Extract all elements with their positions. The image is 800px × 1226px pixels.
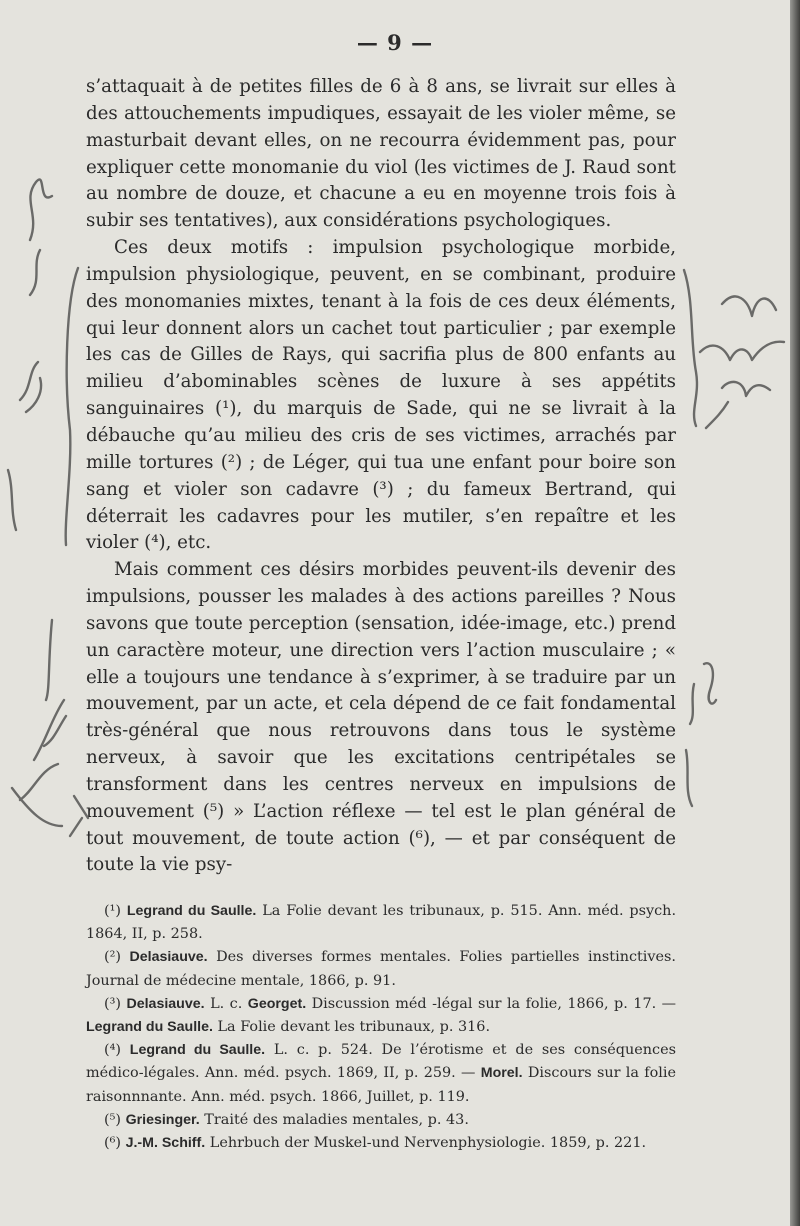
footnote-author: Georget. xyxy=(247,995,307,1012)
margin-bracket-lower xyxy=(46,620,52,700)
footnote-author: Legrand du Saulle. xyxy=(86,1019,213,1036)
footnote-text: La Folie devant les tribunaux, p. 515. Ann. méd. psych. 1864, II, p. 258. xyxy=(86,903,677,943)
margin-scribble-right-3 xyxy=(706,382,770,428)
footnote-author: Legrand du Saulle. xyxy=(129,1042,266,1059)
footnote-text: Lehrbuch der Muskel-und Nervenphysiologie. 1859, p. 221. xyxy=(209,1135,647,1152)
footnote-author: J.-M. Schiff. xyxy=(125,1135,206,1152)
footnote-text: La Folie devant les tribunaux, p. 316. xyxy=(217,1019,491,1036)
paragraph-2: Ces deux motifs : impulsion psychologique morbide, impulsion physiologique, peuvent, en se combinant, produire des monomanies mixtes, tenant à la fois de ces deux éléments, qui leur donnent alors un cachet tout particulier ; par exemple les cas de Gilles de Rays, qui sacrifia plus de 800 enfants au milieu d’abominables scènes de luxure à ses appétits sanguinaires (¹), du marquis de Sade, qui ne se livrait à la débauche qu’au milieu des cris de ses victimes, arrachés par mille tortures (²) ; de Léger, qui tua une enfant pour boire son sang et violer son cadavre (³) ; du fameux Bertrand, qui déterrait les cadavres pour les mutiler, s’en repaître et les violer (⁴), etc. xyxy=(86,237,676,554)
footnote-author: Morel. xyxy=(480,1065,523,1082)
margin-bracket-right xyxy=(684,270,697,426)
footnote-author: Griesinger. xyxy=(125,1111,200,1128)
footnote-mark: (¹) xyxy=(104,903,121,919)
margin-scribble-bottom xyxy=(12,700,66,826)
margin-scribble-top xyxy=(30,179,52,295)
footnote-text: L. c. p. 524. De l’érotisme et de ses conséquences médico-légales. Ann. méd. psych. 1869, II, p. 259. — xyxy=(86,1042,677,1082)
paragraph-1: s’attaquait à de petites filles de 6 à 8 ans, se livrait sur elles à des attouchements impudiques, essayait de les violer même, se masturbait devant elles, on ne recourra évidemment pas, pour expliquer cette monomanie du viol (les victimes de J. Raud sont au nombre de douze, et chacune a eu en moyenne trois fois à subir ses tentatives), aux considérations psychologiques. xyxy=(86,76,676,232)
footnote-author: Delasiauve. xyxy=(129,949,208,966)
margin-scribble-right-2 xyxy=(700,342,784,360)
paragraph-3: Mais comment ces désirs morbides peuvent-ils devenir des impulsions, pousser les malades à des actions pareilles ? Nous savons que toute perception (sensation, idée-image, etc.) prend un caractère moteur, une direction vers l’action musculaire ; « elle a toujours une tendance à s’exprimer, à se traduire par un mouvement, par un acte, et cela dépend de ce fait fondamental très-général que nous retrouvons dans tous le système nerveux, à savoir que les excitations centripétales se transforment dans les centres nerveux en impulsions de mouvement (⁵) » L’action réflexe — tel est le plan général de tout mouvement, de toute action (⁶), — et par conséquent de toute la vie psy- xyxy=(86,559,676,876)
footnote-author: Legrand du Saulle. xyxy=(126,903,257,919)
footnote-text: Discours sur la folie raisonnnante. Ann. méd. psych. 1866, Juillet, p. 119. xyxy=(86,1065,676,1105)
margin-bracket-left xyxy=(66,268,78,545)
margin-scribble-right-1 xyxy=(722,296,776,316)
margin-scribble-mid xyxy=(8,362,41,530)
footnote-mark: (⁶) xyxy=(104,1135,121,1152)
footnote-text: Discussion méd -légal sur la folie, 1866, p. 17. — xyxy=(311,995,677,1012)
footnote-mark: (⁵) xyxy=(104,1111,121,1128)
page-edge xyxy=(790,0,800,1226)
margin-bracket-right-lower xyxy=(686,750,692,806)
footnote-text: L. c. xyxy=(210,995,243,1012)
page-number: — 9 — xyxy=(356,30,434,55)
footnote-author: Delasiauve. xyxy=(126,995,205,1012)
footnote-text: Des diverses formes mentales. Folies partielles instinctives. Journal de médecine mentale, 1866, p. 91. xyxy=(86,949,677,989)
margin-slash xyxy=(70,796,88,836)
footnote-text: Traité des maladies mentales, p. 43. xyxy=(204,1111,469,1128)
footnote-mark: (³) xyxy=(104,995,121,1012)
footnote-mark: (²) xyxy=(104,949,121,966)
margin-scribble-right-4 xyxy=(690,663,716,724)
footnote-mark: (⁴) xyxy=(104,1042,121,1059)
